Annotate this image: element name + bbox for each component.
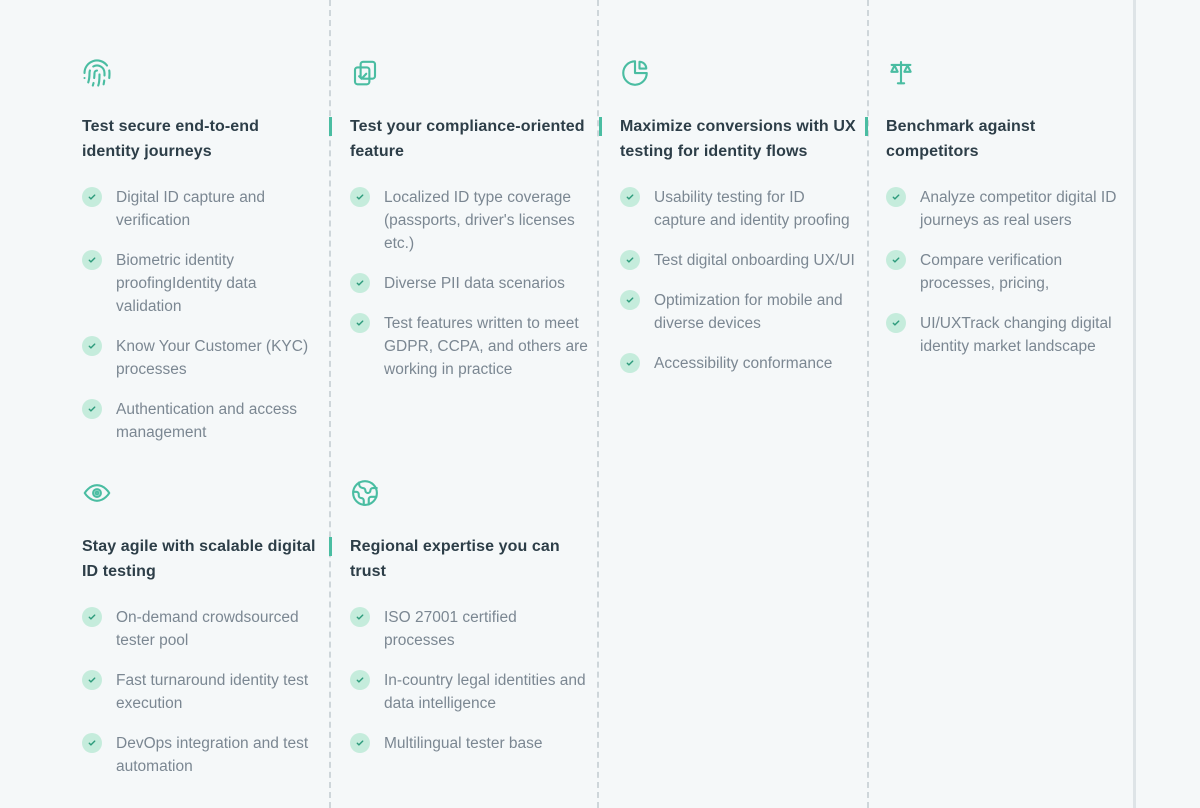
list-item — [350, 312, 588, 381]
check-icon — [82, 607, 102, 627]
list-item-text: Test features written to meet GDPR, CCPA, and others are working in practice — [384, 315, 588, 378]
feature-title — [886, 114, 1126, 164]
list-item-text: In-country legal identities and data intelligence — [384, 672, 586, 712]
eye-icon — [82, 478, 114, 510]
list-item-text: Know Your Customer (KYC) processes — [116, 338, 309, 378]
list-item — [350, 186, 588, 255]
list-item-text: Fast turnaround identity test execution — [116, 672, 309, 712]
feature-title-text: Test secure end-to-end identity journeys — [82, 118, 260, 160]
feature-list — [350, 606, 588, 755]
list-item — [350, 272, 588, 295]
check-icon — [82, 399, 102, 419]
list-item — [886, 312, 1124, 358]
check-icon — [350, 273, 370, 293]
feature-title — [620, 114, 858, 164]
list-item — [620, 352, 858, 375]
list-item — [82, 186, 320, 232]
list-item-text: UI/UXTrack changing digital identity market landscape — [920, 315, 1112, 355]
feature-card-ux-conversions — [598, 0, 868, 420]
list-item-text: Multilingual tester base — [384, 735, 543, 752]
feature-title — [350, 114, 588, 164]
list-item-text: Authentication and access management — [116, 401, 297, 441]
feature-list — [886, 186, 1190, 358]
list-item-text: Digital ID capture and verification — [116, 189, 266, 229]
list-item-text: ISO 27001 certified processes — [384, 609, 517, 649]
list-item — [82, 249, 320, 318]
feature-card-scalable-testing — [0, 420, 330, 808]
empty-cell — [598, 420, 868, 808]
check-icon — [350, 187, 370, 207]
check-icon — [350, 607, 370, 627]
list-item-text: Diverse PII data scenarios — [384, 275, 565, 292]
check-icon — [82, 733, 102, 753]
heading-accent-bar — [329, 537, 332, 556]
fingerprint-icon — [82, 58, 114, 90]
feature-list — [350, 186, 588, 381]
feature-title-text: Maximize conversions with UX testing for identity flows — [620, 118, 856, 160]
feature-card-benchmark — [868, 0, 1200, 420]
list-item — [82, 732, 320, 778]
feature-title-text: Stay agile with scalable digital ID testing — [82, 538, 316, 580]
list-item — [82, 335, 320, 381]
feature-title-text: Regional expertise you can trust — [350, 538, 560, 580]
list-item — [620, 186, 858, 232]
check-icon — [350, 733, 370, 753]
list-item-text: Optimization for mobile and diverse devices — [654, 292, 843, 332]
empty-cell — [868, 420, 1200, 808]
feature-title — [82, 114, 320, 164]
list-item-text: Compare verification processes, pricing, — [920, 252, 1063, 292]
feature-title-text: Test your compliance-oriented feature — [350, 118, 585, 160]
check-icon — [350, 313, 370, 333]
heading-accent-bar — [599, 117, 602, 136]
list-item-text: Localized ID type coverage (passports, driver's licenses etc.) — [384, 189, 575, 252]
list-item-text: Analyze competitor digital ID journeys as real users — [920, 189, 1117, 229]
check-icon — [620, 353, 640, 373]
check-icon — [620, 250, 640, 270]
list-item-text: Accessibility conformance — [654, 355, 833, 372]
pie-chart-icon — [620, 58, 652, 90]
heading-accent-bar — [865, 117, 868, 136]
list-item — [620, 289, 858, 335]
check-icon — [886, 313, 906, 333]
list-item — [886, 249, 1124, 295]
feature-title-text: Benchmark against competitors — [886, 118, 1036, 160]
feature-card-identity-journeys — [0, 0, 330, 441]
globe-icon — [350, 478, 382, 510]
list-item — [82, 606, 320, 652]
feature-title — [350, 534, 588, 584]
check-icon — [620, 290, 640, 310]
list-item — [82, 669, 320, 715]
list-item-text: Test digital onboarding UX/UI — [654, 252, 855, 269]
check-icon — [886, 250, 906, 270]
feature-list — [620, 186, 858, 375]
check-icon — [620, 187, 640, 207]
feature-list — [82, 606, 320, 778]
feature-card-compliance — [330, 0, 598, 420]
list-item-text: On-demand crowdsourced tester pool — [116, 609, 299, 649]
feature-list — [82, 186, 320, 444]
copy-check-icon — [350, 58, 382, 90]
check-icon — [82, 250, 102, 270]
list-item — [620, 249, 858, 272]
list-item-text: Usability testing for ID capture and identity proofing — [654, 189, 850, 229]
check-icon — [82, 670, 102, 690]
list-item — [886, 186, 1124, 232]
list-item — [350, 732, 588, 755]
list-item-text: Biometric identity proofingIdentity data validation — [116, 252, 257, 315]
list-item-text: DevOps integration and test automation — [116, 735, 309, 775]
check-icon — [82, 187, 102, 207]
list-item — [350, 606, 588, 652]
feature-title — [82, 534, 320, 584]
list-item — [350, 669, 588, 715]
check-icon — [886, 187, 906, 207]
check-icon — [350, 670, 370, 690]
check-icon — [82, 336, 102, 356]
heading-accent-bar — [329, 117, 332, 136]
scales-icon — [886, 58, 918, 90]
feature-card-regional-expertise — [330, 420, 598, 808]
